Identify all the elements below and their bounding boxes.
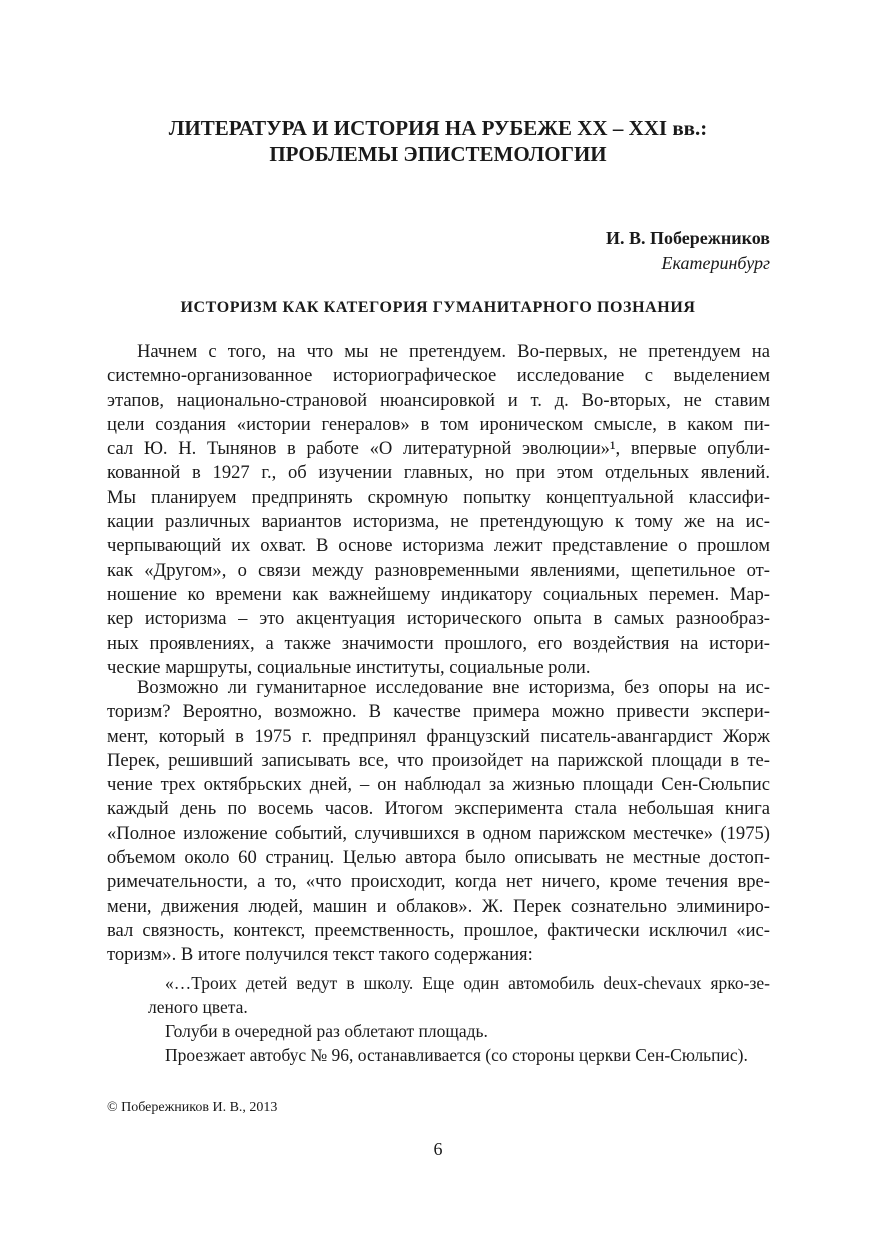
author-city: Екатеринбург (661, 253, 770, 273)
text-line: чение трех октябрьских дней, – он наблюдал за жизнью площади Сен-Сюльпис (107, 774, 770, 796)
text-line: объемом около 60 страниц. Целью автора было описывать не местные достоп- (107, 847, 770, 869)
text-line: черпывающий их охват. В основе историзма лежит представление о прошлом (107, 535, 770, 557)
text-line: Перек, решивший записывать все, что произойдет на парижской площади в те- (107, 749, 770, 771)
text-line: торизм». В итоге получился текст такого содержания: (107, 944, 533, 966)
text-line: Проезжает автобус № 96, останавливается (со стороны церкви Сен-Сюльпис). (165, 1045, 748, 1065)
block-quote (148, 971, 770, 1067)
author-name: И. В. Побережников (606, 228, 770, 248)
text-line: мент, который в 1975 г. предпринял французский писатель-авангардист Жорж (107, 725, 770, 747)
text-line: римечательности, а то, «что происходит, когда нет ничего, кроме течения вре- (107, 871, 770, 893)
text-line: каждый день по восемь часов. Итогом эксперимента стала небольшая книга (107, 798, 770, 820)
text-line: этапов, национально-страновой нюансировкой и т. д. Во-вторых, не ставим (107, 389, 770, 411)
paragraph-1 (107, 340, 770, 680)
text-line: Начнем с того, на что мы не претендуем. Во-первых, не претендуем на (137, 341, 770, 362)
paragraph-2 (107, 676, 770, 968)
text-line: сал Ю. Н. Тынянов в работе «О литературной эволюции»¹, впервые опубли- (107, 438, 770, 460)
text-line: Возможно ли гуманитарное исследование вне историзма, без опоры на ис- (137, 677, 770, 698)
title-line: ПРОБЛЕМЫ ЭПИСТЕМОЛОГИИ (269, 142, 607, 166)
text-line: ношение ко времени как важнейшему индикатору социальных перемен. Мар- (107, 583, 770, 605)
article-title (0, 115, 876, 167)
text-line: системно-организованное историографическое исследование с выделением (107, 365, 770, 387)
text-line: кации различных вариантов историзма, не претендующую к тому же на ис- (107, 511, 770, 533)
text-line: как «Другом», о связи между разновременными явлениями, щепетильное от- (107, 559, 770, 581)
text-line: вал связность, контекст, преемственность, прошлое, фактически исключил «ис- (107, 919, 770, 941)
text-line: кер историзма – это акцентуация исторического опыта в самых разнообраз- (107, 608, 770, 630)
text-line: ных проявлениях, а также значимости прошлого, его воздействия на истори- (107, 632, 770, 654)
text-line: ческие маршруты, социальные институты, социальные роли. (107, 656, 591, 678)
text-line: цели создания «истории генералов» в том ироническом смысле, в каком пи- (107, 413, 770, 435)
title-line: ЛИТЕРАТУРА И ИСТОРИЯ НА РУБЕЖЕ XX – XXI вв.: (168, 116, 708, 140)
text-line: мени, движения людей, машин и облаков». Ж. Перек сознательно элиминиро- (107, 895, 770, 917)
text-line: леного цвета. (148, 997, 248, 1017)
text-line: Голуби в очередной раз облетают площадь. (165, 1021, 488, 1041)
text-line: кованной в 1927 г., об изучении главных, но при этом отдельных явлений. (107, 462, 770, 484)
text-line: «…Троих детей ведут в школу. Еще один автомобиль deux-chevaux ярко-зе- (165, 973, 770, 993)
text-line: Мы планируем предпринять скромную попытку концептуальной классифи- (107, 486, 770, 508)
copyright-notice: © Побережников И. В., 2013 (107, 1100, 278, 1115)
text-line: торизм? Вероятно, возможно. В качестве примера можно привести экспери- (107, 701, 770, 723)
section-heading: ИСТОРИЗМ КАК КАТЕГОРИЯ ГУМАНИТАРНОГО ПОЗНАНИЯ (180, 299, 696, 316)
text-line: «Полное изложение событий, случившихся в одном парижском местечке» (1975) (107, 822, 770, 844)
page-number: 6 (433, 1139, 443, 1159)
